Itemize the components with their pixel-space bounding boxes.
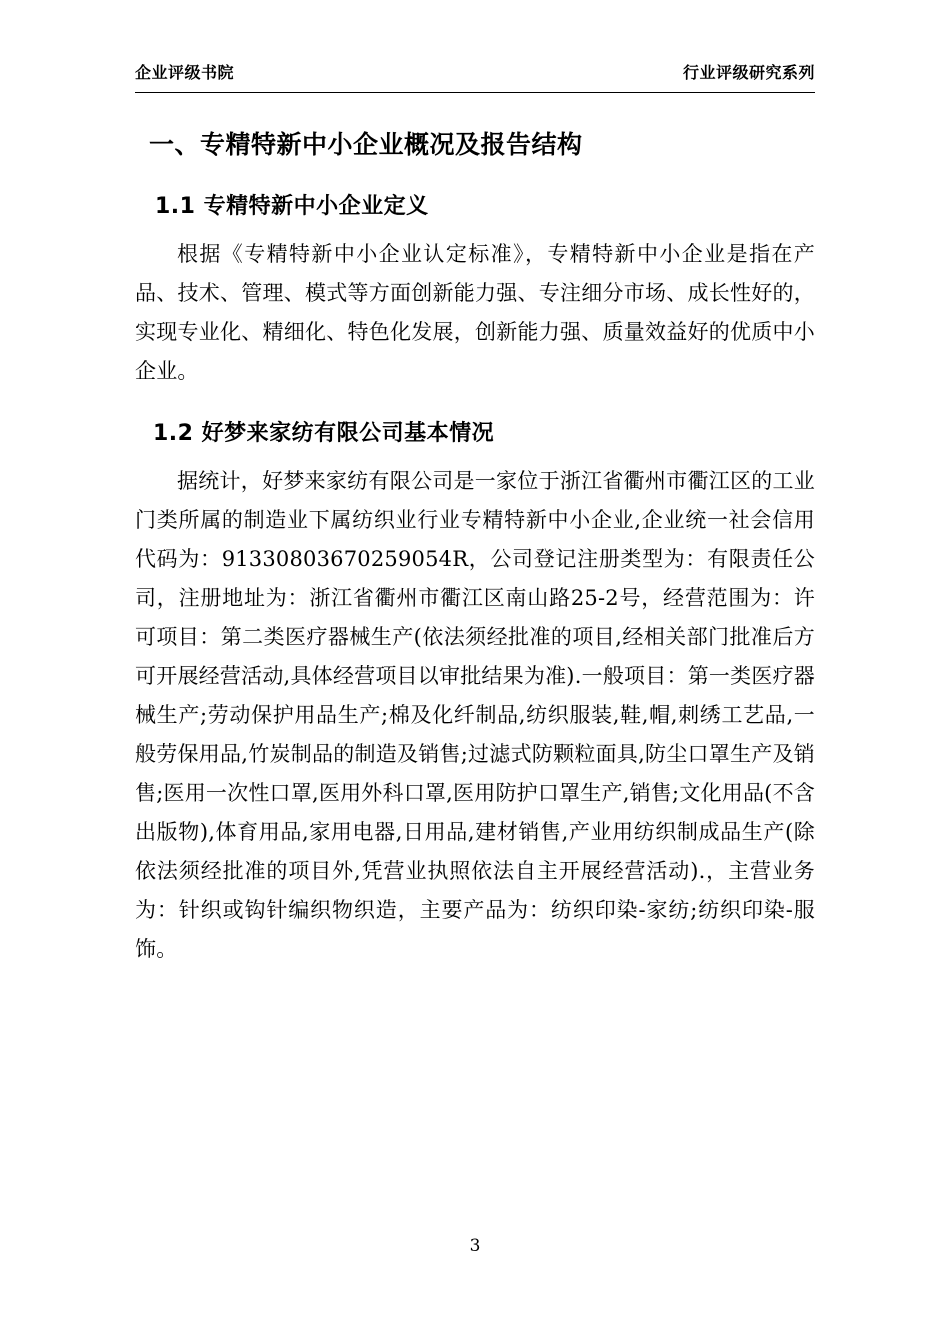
paragraph-company-info: 据统计，好梦来家纺有限公司是一家位于浙江省衢州市衢江区的工业门类所属的制造业下属纺织业行业专精特新中小企业,企业统一社会信用代码为：91330803670259054R，公司登记注册类型为：有限责任公司，注册地址为：浙江省衢州市衢江区南山路25-2号，经营范围为：许可项目：第二类医疗器械生产(依法须经批准的项目,经相关部门批准后方可开展经营活动,具体经营项目以审批结果为准).一般项目：第一类医疗器械生产;劳动保护用品生产;棉及化纤制品,纺织服装,鞋,帽,刺绣工艺品,一般劳保用品,竹炭制品的制造及销售;过滤式防颗粒面具,防尘口罩生产及销售;医用一次性口罩,医用外科口罩,医用防护口罩生产,销售;文化用品(不含出版物),体育用品,家用电器,日用品,建材销售,产业用纺织制成品生产(除依法须经批准的项目外,凭营业执照依法自主开展经营活动).，主营业务为：针织或钩针编织物织造，主要产品为：纺织印染-家纺;纺织印染-服饰。 [135, 468, 815, 962]
document-content [135, 108, 815, 969]
header-right-text: 行业评级研究系列 [682, 63, 815, 82]
page-header [135, 60, 815, 89]
header-left-text: 企业评级书院 [135, 63, 235, 82]
subsection-1-title: 1.1 专精特新中小企业定义 [155, 193, 429, 219]
header-divider [135, 92, 815, 93]
page-number: 3 [469, 1236, 481, 1256]
paragraph-definition: 根据《专精特新中小企业认定标准》，专精特新中小企业是指在产品、技术、管理、模式等方面创新能力强、专注细分市场、成长性好的，实现专业化、精细化、特色化发展，创新能力强、质量效益好的优质中小企业。 [135, 241, 815, 383]
subsection-2-title: 1.2 好梦来家纺有限公司基本情况 [153, 420, 495, 446]
section-title: 一、专精特新中小企业概况及报告结构 [149, 130, 583, 159]
